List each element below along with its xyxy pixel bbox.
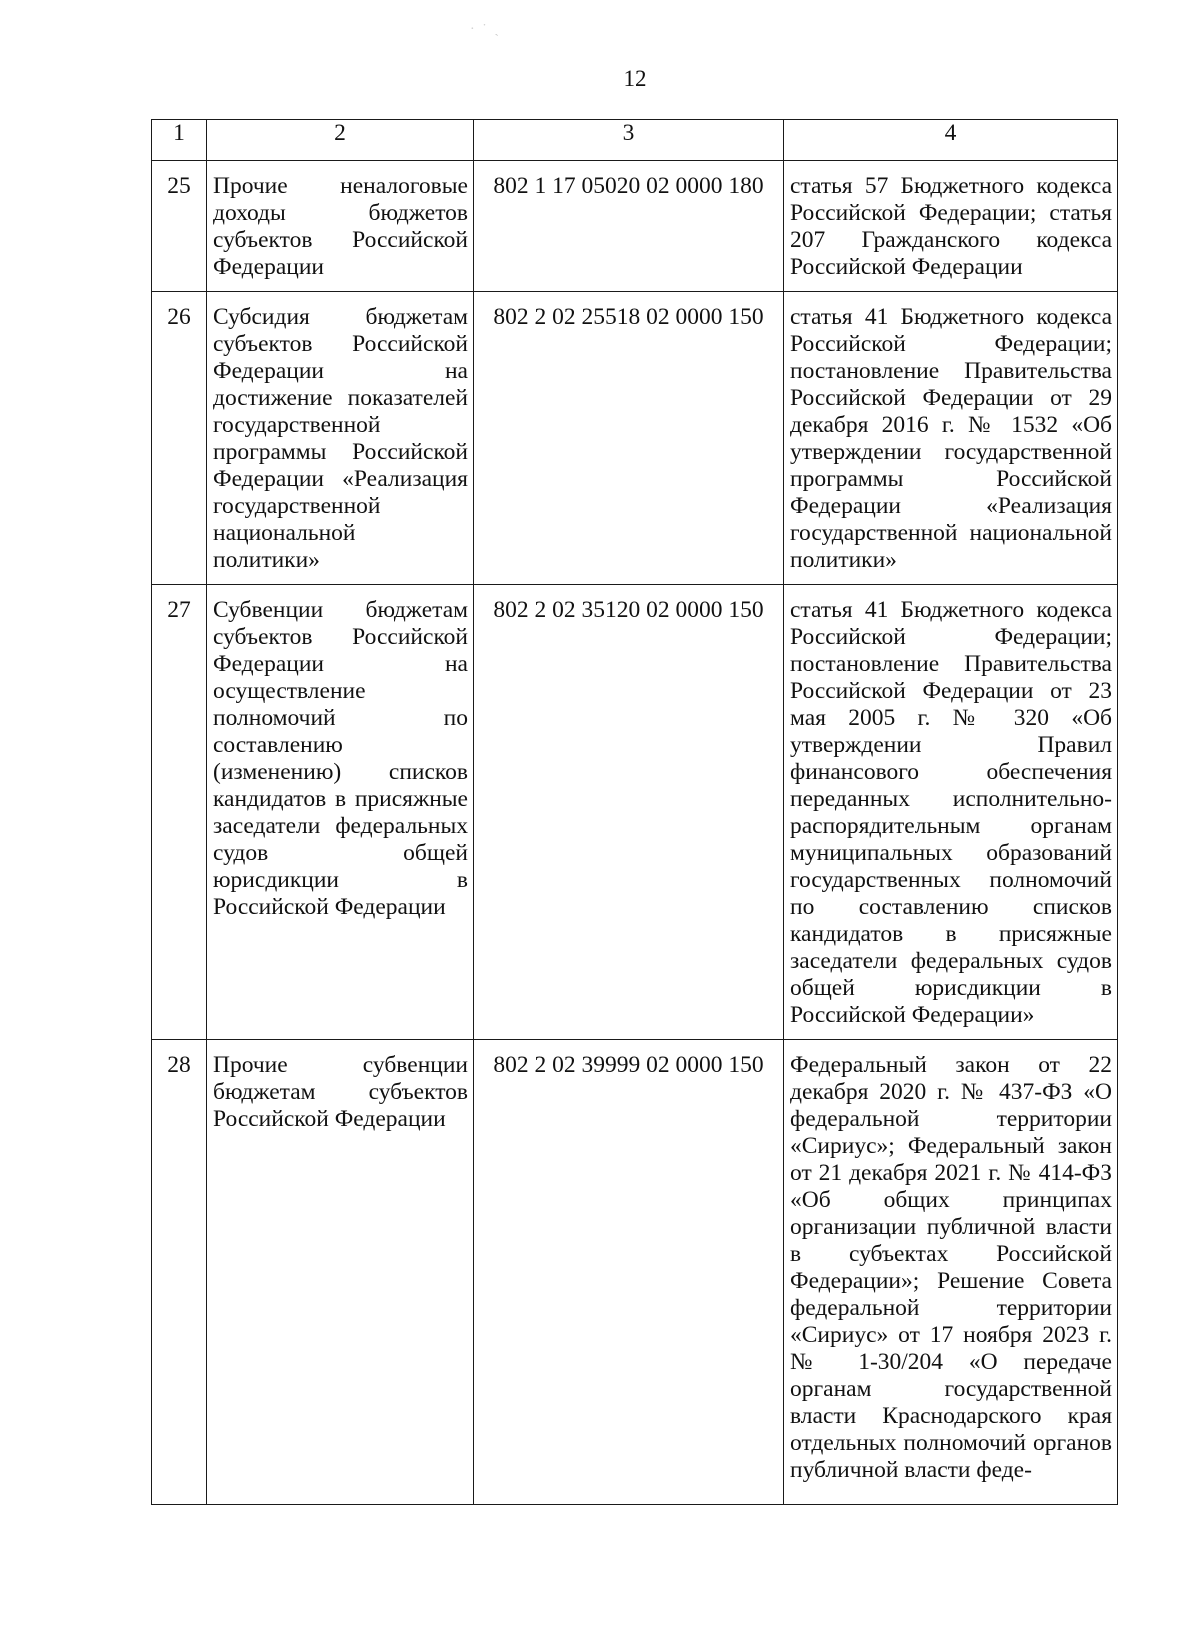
row-number: 28	[152, 1040, 207, 1505]
table-row	[152, 292, 1118, 585]
row-number: 26	[152, 292, 207, 585]
revenue-code: 802 2 02 39999 02 0000 150	[474, 1040, 784, 1505]
table-header-row	[152, 120, 1118, 161]
revenue-name: Субвенции бюджетам субъектов Российской Федерации на осуществление полномочий по составлению (изменению) списков кандидатов в присяжные заседатели федеральных судов общей юрисдикции в Российской Федерации	[207, 585, 474, 1040]
revenue-name: Прочие неналоговые доходы бюджетов субъектов Российской Федерации	[207, 161, 474, 292]
row-number: 25	[152, 161, 207, 292]
legal-basis: Федеральный закон от 22 декабря 2020 г. № 437-ФЗ «О федеральной территории «Сириус»; Федеральный закон от 21 декабря 2021 г. № 414-ФЗ «Об общих принципах организации публичной власти в субъектах Российской Федерации»; Решение Совета федеральной территории «Сириус» от 17 ноября 2023 г. № 1-30/204 «О передаче органам государственной власти Краснодарского края отдельных полномочий органов публичной власти феде-	[784, 1040, 1118, 1505]
column-header: 3	[474, 120, 784, 161]
page-number: 12	[623, 66, 647, 91]
revenue-codes-table	[151, 119, 1118, 1505]
revenue-name: Прочие субвенции бюджетам субъектов Российской Федерации	[207, 1040, 474, 1505]
column-header: 2	[207, 120, 474, 161]
row-number: 27	[152, 585, 207, 1040]
revenue-code: 802 2 02 25518 02 0000 150	[474, 292, 784, 585]
table-row	[152, 1040, 1118, 1505]
revenue-code: 802 2 02 35120 02 0000 150	[474, 585, 784, 1040]
legal-basis: статья 41 Бюджетного кодекса Российской Федерации; постановление Правительства Российской Федерации от 29 декабря 2016 г. № 1532 «Об утверждении государственной программы Российской Федерации «Реализация государственной национальной политики»	[784, 292, 1118, 585]
table-row	[152, 585, 1118, 1040]
column-header: 4	[784, 120, 1118, 161]
column-header: 1	[152, 120, 207, 161]
scan-artifact: · ˙ ˎ	[470, 22, 501, 37]
revenue-code: 802 1 17 05020 02 0000 180	[474, 161, 784, 292]
legal-basis: статья 41 Бюджетного кодекса Российской Федерации; постановление Правительства Российской Федерации от 23 мая 2005 г. № 320 «Об утверждении Правил финансового обеспечения переданных исполнительно-распорядительным органам муниципальных образований государственных полномочий по составлению списков кандидатов в присяжные заседатели федеральных судов общей юрисдикции в Российской Федерации»	[784, 585, 1118, 1040]
legal-basis: статья 57 Бюджетного кодекса Российской Федерации; статья 207 Гражданского кодекса Российской Федерации	[784, 161, 1118, 292]
revenue-name: Субсидия бюджетам субъектов Российской Федерации на достижение показателей государственной программы Российской Федерации «Реализация государственной национальной политики»	[207, 292, 474, 585]
table-row	[152, 161, 1118, 292]
